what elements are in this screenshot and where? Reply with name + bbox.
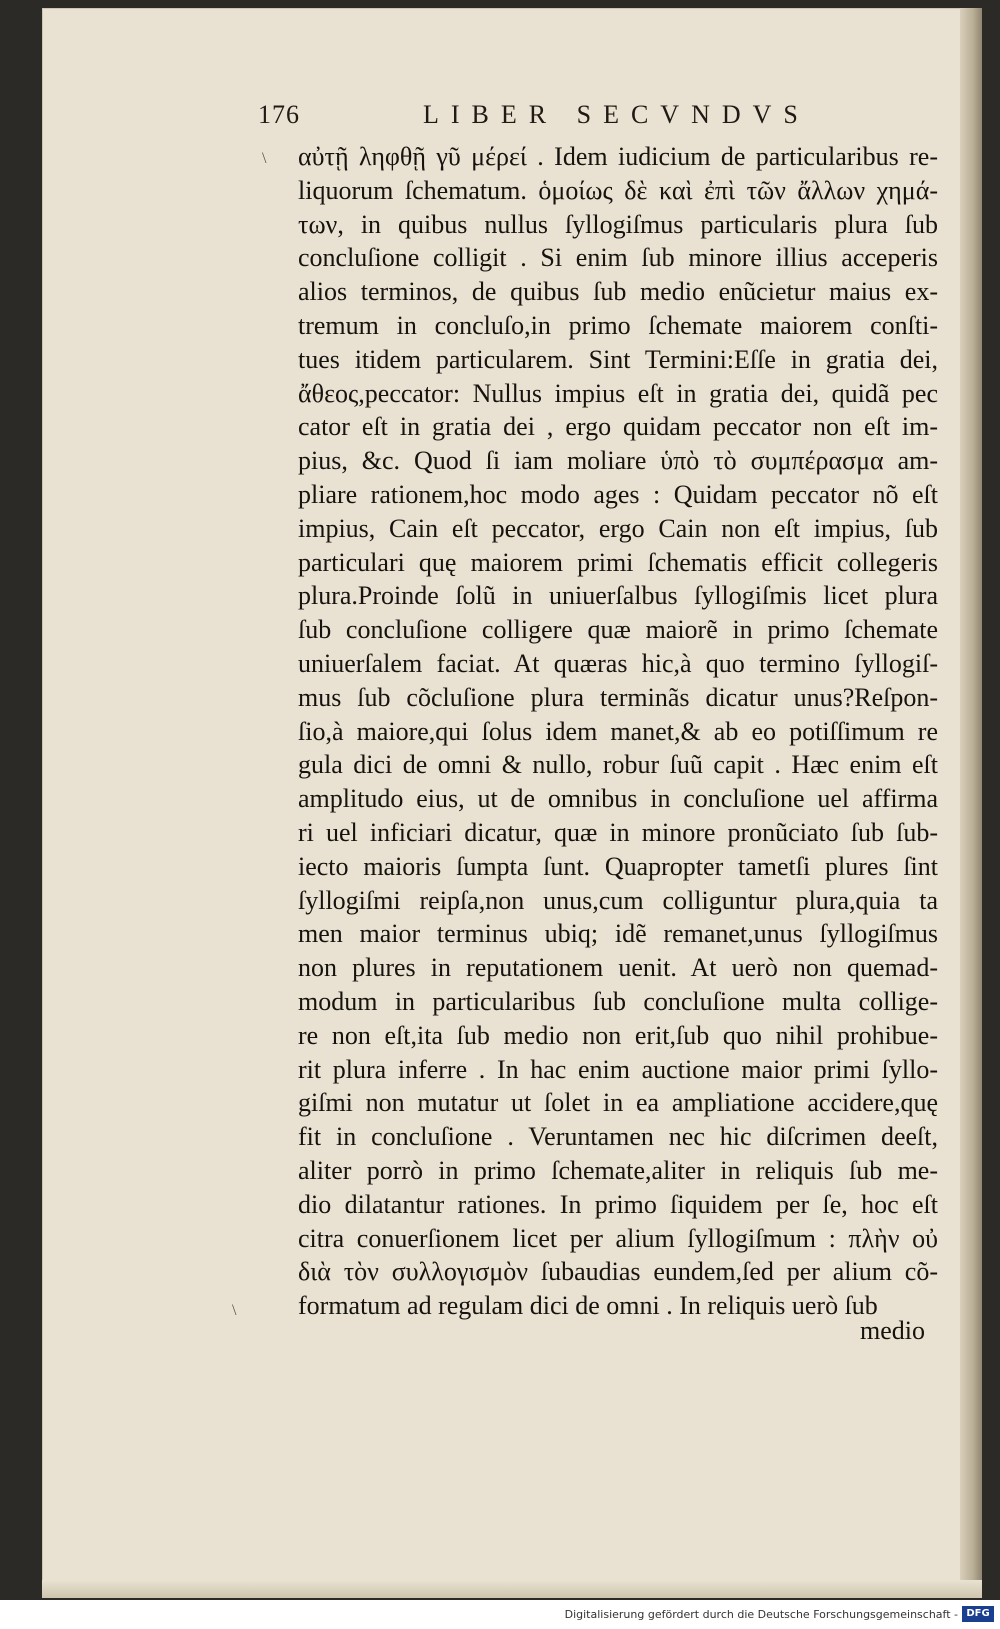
text-line: uniuerſalem faciat. At quæras hic,à quo termino ſyllogiſ- [298, 648, 938, 678]
page-number: 176 [258, 100, 300, 129]
footer-bar [0, 1600, 1000, 1629]
catchword: medio [860, 1316, 925, 1345]
text-line: pliare rationem,hoc modo ages : Quidam peccator nõ eſt [298, 479, 938, 509]
text-line: citra conuerſionem licet per alium ſyllogiſmum : πλὴν οὐ [298, 1223, 938, 1253]
text-line: iecto maioris ſumpta ſunt. Quapropter tametſi plures ſint [298, 851, 938, 881]
text-line: formatum ad regulam dici de omni . In reliquis uerò ſub [298, 1291, 878, 1321]
body-text [298, 140, 938, 1323]
text-line: cator eſt in gratia dei , ergo quidam peccator non eſt im- [298, 412, 938, 442]
text-line: ſyllogiſmi reipſa,non unus,cum colliguntur plura,quia ta [298, 885, 938, 915]
text-line: men maior terminus ubiq; idẽ remanet,unus ſyllogiſmus [298, 919, 938, 949]
text-line: concluſione colligit . Si enim ſub minore illius acceperis [298, 243, 938, 273]
text-line: gula dici de omni & nullo, robur ſuũ capit . Hæc enim eſt [298, 750, 938, 780]
text-line: αὐτῇ ληφθῇ γῦ μέρεί . Idem iudicium de particularibus re- [298, 142, 938, 171]
text-line: ſub concluſione colligere quæ maiorẽ in primo ſchemate [298, 615, 938, 645]
text-line: particulari quę maiorem primi ſchematis efficit collegeris [298, 547, 938, 577]
text-line: των, in quibus nullus ſyllogiſmus particularis plura ſub [298, 209, 938, 239]
text-line: plura.Proinde ſolũ in uniuerſalbus ſyllogiſmis licet plura [298, 581, 938, 611]
text-line: impius, Cain eſt peccator, ergo Cain non eſt impius, ſub [298, 513, 938, 543]
text-line: διὰ τὸν συλλογισμὸν ſubaudias eundem,ſed per alium cõ- [298, 1257, 938, 1287]
text-line: mus ſub cõcluſione plura terminãs dicatur unus?Reſpon- [298, 682, 938, 712]
page-bottom-edge [42, 1580, 982, 1598]
text-line: modum in particularibus ſub concluſione multa collige- [298, 986, 938, 1016]
page-edge [960, 8, 982, 1598]
text-line: alios terminos, de quibus ſub medio enũcietur maius ex- [298, 277, 938, 307]
dfg-logo: DFG [962, 1606, 994, 1622]
text-line: ri uel inficiari dicatur, quæ in minore pronũciato ſub ſub- [298, 817, 938, 847]
text-line: rit plura inferre . In hac enim auctione maior primi ſyllo- [298, 1054, 938, 1084]
text-line: aliter porrò in primo ſchemate,aliter in reliquis ſub me- [298, 1155, 938, 1185]
text-line: dio dilatantur rationes. In primo ſiquidem per ſe, hoc eſt [298, 1189, 938, 1219]
text-line: tues itidem particularem. Sint Termini:Eſſe in gratia dei, [298, 344, 938, 374]
margin-mark: \ [232, 1302, 237, 1319]
margin-mark: \ [262, 150, 267, 167]
running-title: LIBER SECVNDVS [423, 100, 810, 129]
text-line: liquorum ſchematum. ὁμοίως δὲ καὶ ἐπὶ τῶν ἄλλων χημά- [298, 175, 938, 205]
text-line: pius, &c. Quod ſi iam moliare ὑπὸ τὸ συμπέρασμα am- [298, 446, 938, 476]
text-line: non plures in reputationem uenit. At uerò non quemad- [298, 953, 938, 983]
text-line: fit in concluſione . Veruntamen nec hic diſcrimen deeſt, [298, 1122, 938, 1152]
funding-credit: Digitalisierung gefördert durch die Deutsche Forschungsgemeinschaft - [564, 1608, 958, 1621]
text-line: tremum in concluſo,in primo ſchemate maiorem conſti- [298, 310, 938, 340]
text-line: re non eſt,ita ſub medio non erit,ſub quo nihil prohibue- [298, 1020, 938, 1050]
text-line: ſio,à maiore,qui ſolus idem manet,& ab eo potiſſimum re [298, 716, 938, 746]
text-line: ἄθεος,peccator: Nullus impius eſt in gratia dei, quidã pec [298, 378, 938, 408]
text-line: giſmi non mutatur ut ſolet in ea ampliatione accidere,quę [298, 1088, 938, 1118]
text-line: amplitudo eius, ut de omnibus in concluſione uel affirma [298, 784, 938, 814]
running-head [258, 100, 858, 140]
